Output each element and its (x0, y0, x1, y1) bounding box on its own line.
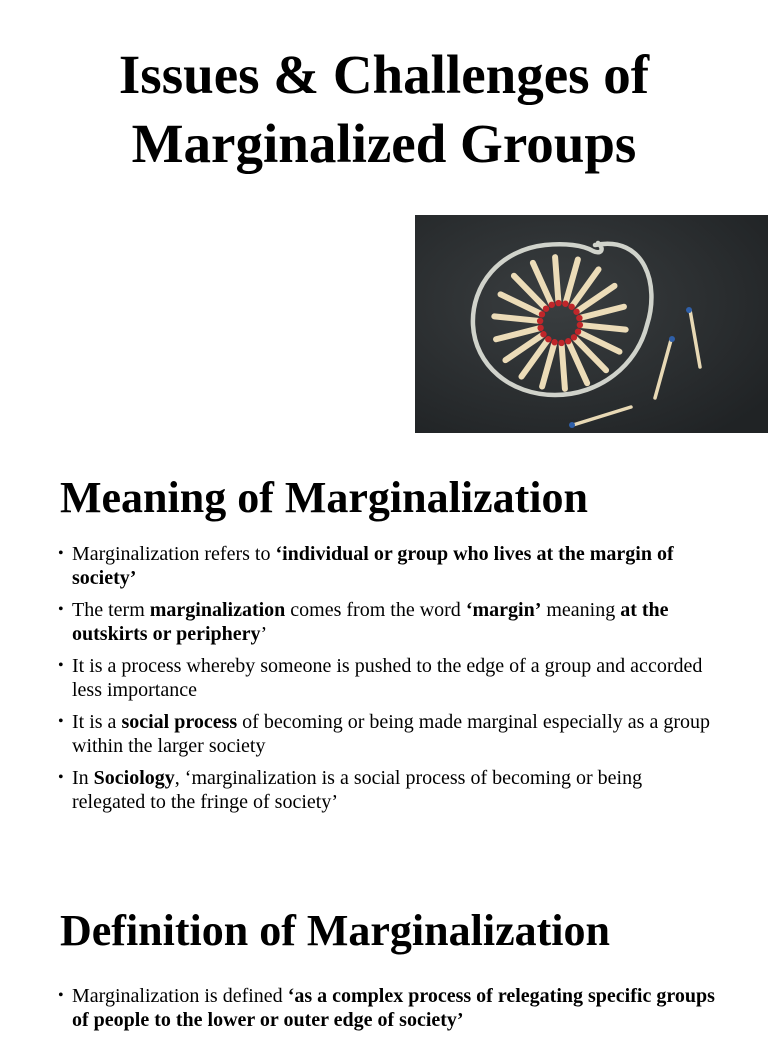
bullet-text-segment: meaning (541, 599, 621, 621)
bullet-dot-icon: • (58, 713, 64, 730)
match-head-red (551, 339, 557, 345)
bullet-item (58, 542, 718, 590)
definition-bullet-list (58, 984, 718, 1040)
match-head-red (565, 338, 571, 344)
match-head-red (571, 334, 577, 340)
matches-circle-photo (415, 215, 768, 433)
match-head-red (540, 331, 546, 337)
bullet-dot-icon: • (58, 657, 64, 674)
bullet-dot-icon: • (58, 545, 64, 562)
bullet-text-segment: Sociology (93, 767, 175, 789)
bullet-text-segment: ‘margin’ (465, 599, 542, 621)
bullet-dot-icon: • (58, 769, 64, 786)
document-title (0, 40, 768, 178)
match-head-red (576, 315, 582, 321)
bullet-text-segment: , ‘marginalization is a social process of becoming or being relegated to the fringe of society’ (72, 767, 643, 813)
bullet-text-segment: In (72, 767, 94, 789)
definition-heading: Definition of Marginalization (60, 906, 610, 955)
bullet-text-segment: of becoming or being made marginal especially as a group within the larger society (72, 711, 710, 757)
bullet-text-segment: Marginalization is defined (72, 985, 288, 1007)
meaning-heading: Meaning of Marginalization (60, 473, 588, 522)
bullet-dot-icon: • (58, 601, 64, 618)
match-head-red (545, 336, 551, 342)
match-head-red (575, 328, 581, 334)
bullet-text-segment: ’ (260, 623, 268, 645)
match-head-red (539, 311, 545, 317)
match-head-red (549, 302, 555, 308)
title-line-2: Marginalized Groups (131, 113, 637, 174)
match-stick (562, 345, 565, 389)
bullet-text-segment: It is a process whereby someone is pushed to the edge of a group and accorded less importance (72, 655, 703, 701)
match-head-red (577, 322, 583, 328)
bullet-text-segment: Marginalization refers to (72, 543, 276, 565)
match-head-red (537, 318, 543, 324)
bullet-item (58, 710, 718, 758)
bullet-text-segment: The term (72, 599, 150, 621)
match-head-blue-2 (669, 336, 675, 342)
bullet-dot-icon: • (58, 987, 64, 1004)
bullet-item (58, 654, 718, 702)
match-head-blue-1 (686, 307, 692, 313)
match-head-red (558, 340, 564, 346)
bullet-text-segment: ‘individual or group who lives at the margin of society’ (72, 543, 674, 589)
bullet-item (58, 766, 718, 814)
match-head-red (543, 305, 549, 311)
bullet-text-segment: It is a (72, 711, 122, 733)
bullet-text-segment: at the outskirts or periphery (72, 599, 669, 645)
bullet-item (58, 598, 718, 646)
meaning-bullet-list (58, 542, 718, 822)
match-head-red (555, 300, 561, 306)
match-head-red (573, 309, 579, 315)
bullet-text-segment: social process (121, 711, 238, 733)
match-head-red (537, 325, 543, 331)
match-head-red (568, 304, 574, 310)
bullet-text-segment: comes from the word (285, 599, 466, 621)
match-head-blue-3 (569, 422, 575, 428)
title-line-1: Issues & Challenges of (118, 44, 650, 105)
match-stick (555, 257, 558, 301)
photo-illustration (415, 215, 768, 433)
bullet-text-segment: ‘as a complex process of relegating specific groups of people to the lower or outer edge of society’ (72, 985, 715, 1031)
bullet-item (58, 984, 718, 1032)
match-head-red (562, 301, 568, 307)
bullet-text-segment: marginalization (149, 599, 286, 621)
